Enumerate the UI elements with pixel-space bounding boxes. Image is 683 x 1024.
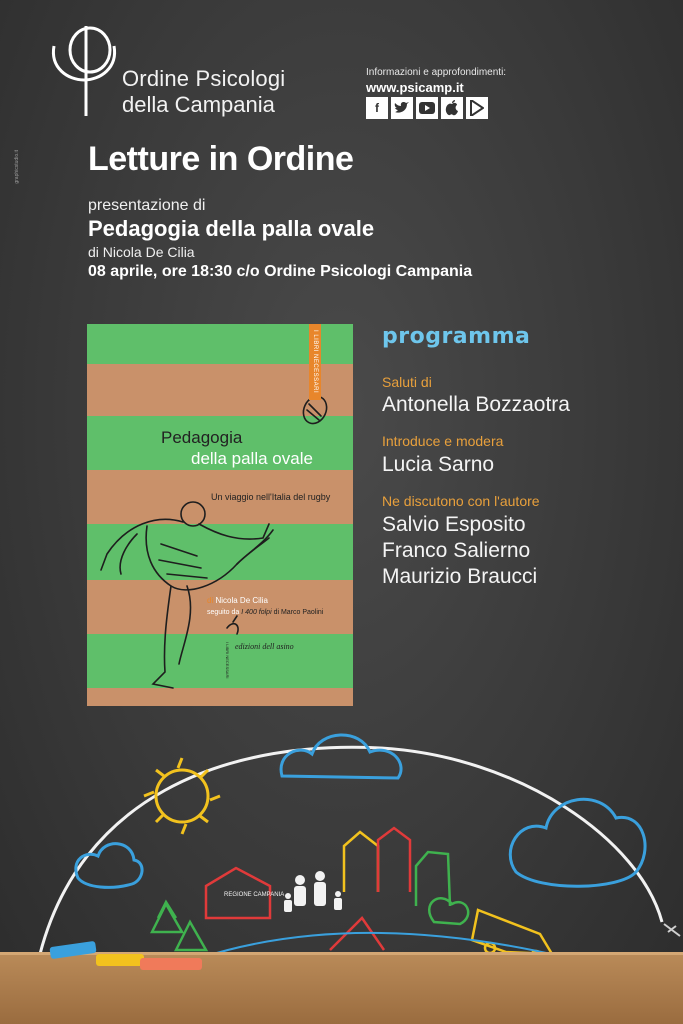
program-name: Lucia Sarno: [382, 453, 495, 476]
apple-icon[interactable]: [441, 97, 463, 119]
event-title: Letture in Ordine: [88, 140, 354, 178]
book-cover: [87, 324, 353, 706]
cover-spine-text: I LIBRI NECESSARI: [225, 642, 230, 679]
program-name: Franco Salierno: [382, 539, 531, 562]
cover-follow-prefix: seguito da: [207, 609, 240, 616]
youtube-icon[interactable]: [416, 97, 438, 119]
social-icons: [366, 97, 488, 119]
chalk-stick: [96, 954, 144, 966]
google-play-icon[interactable]: [466, 97, 488, 119]
twitter-icon[interactable]: [391, 97, 413, 119]
cover-follow: [207, 609, 323, 616]
cover-title-line2: della palla ovale: [191, 449, 313, 468]
cover-author: [207, 596, 268, 605]
book-title: Pedagogia della palla ovale: [88, 216, 375, 241]
cover-title-line1: Pedagogia: [161, 428, 243, 447]
date-location: 08 aprile, ore 18:30 c/o Ordine Psicologi Campania: [88, 263, 473, 280]
cloud-icon: [76, 844, 142, 888]
author-line: di Nicola De Cilia: [88, 244, 195, 260]
cloud-icon: [281, 735, 401, 778]
chalk-stick: [140, 958, 202, 970]
family-icon: [284, 871, 342, 912]
org-name-line1: Ordine Psicologi: [122, 66, 286, 91]
plane-icon: [664, 924, 680, 936]
cover-author-name: Nicola De Cilia: [215, 596, 268, 605]
program-role: Saluti di: [382, 374, 432, 390]
org-name-line2: della Campania: [122, 92, 275, 117]
website-link[interactable]: www.psicamp.it: [366, 80, 464, 95]
program-role: Ne discutono con l'autore: [382, 493, 540, 509]
program-name: Salvio Esposito: [382, 513, 526, 536]
series-tag: I LIBRI NECESSARI: [309, 324, 321, 400]
chalk-drawing-illustration: [0, 700, 683, 980]
cover-follow-title: I 400 folpi: [241, 609, 272, 616]
cover-publisher: edizioni dell asino: [235, 642, 294, 651]
presentation-label: presentazione di: [88, 197, 206, 214]
cover-subtitle: Un viaggio nell'Italia del rugby: [211, 492, 331, 502]
facebook-icon[interactable]: f: [366, 97, 388, 119]
cover-author-prefix: di: [207, 596, 214, 605]
psi-logo-icon: [46, 22, 122, 118]
program-name: Maurizio Braucci: [382, 565, 538, 588]
program-heading: programma: [382, 324, 531, 349]
cover-follow-suffix: di Marco Paolini: [273, 609, 324, 616]
building-label: REGIONE CAMPANIA: [224, 892, 285, 898]
program-name: Antonella Bozzaotra: [382, 393, 570, 416]
program-role: Introduce e modera: [382, 433, 504, 449]
cloud-icon: [510, 799, 645, 886]
info-label: Informazioni e approfondimenti:: [366, 67, 507, 78]
design-credit: graphicstudio.it: [14, 150, 20, 184]
